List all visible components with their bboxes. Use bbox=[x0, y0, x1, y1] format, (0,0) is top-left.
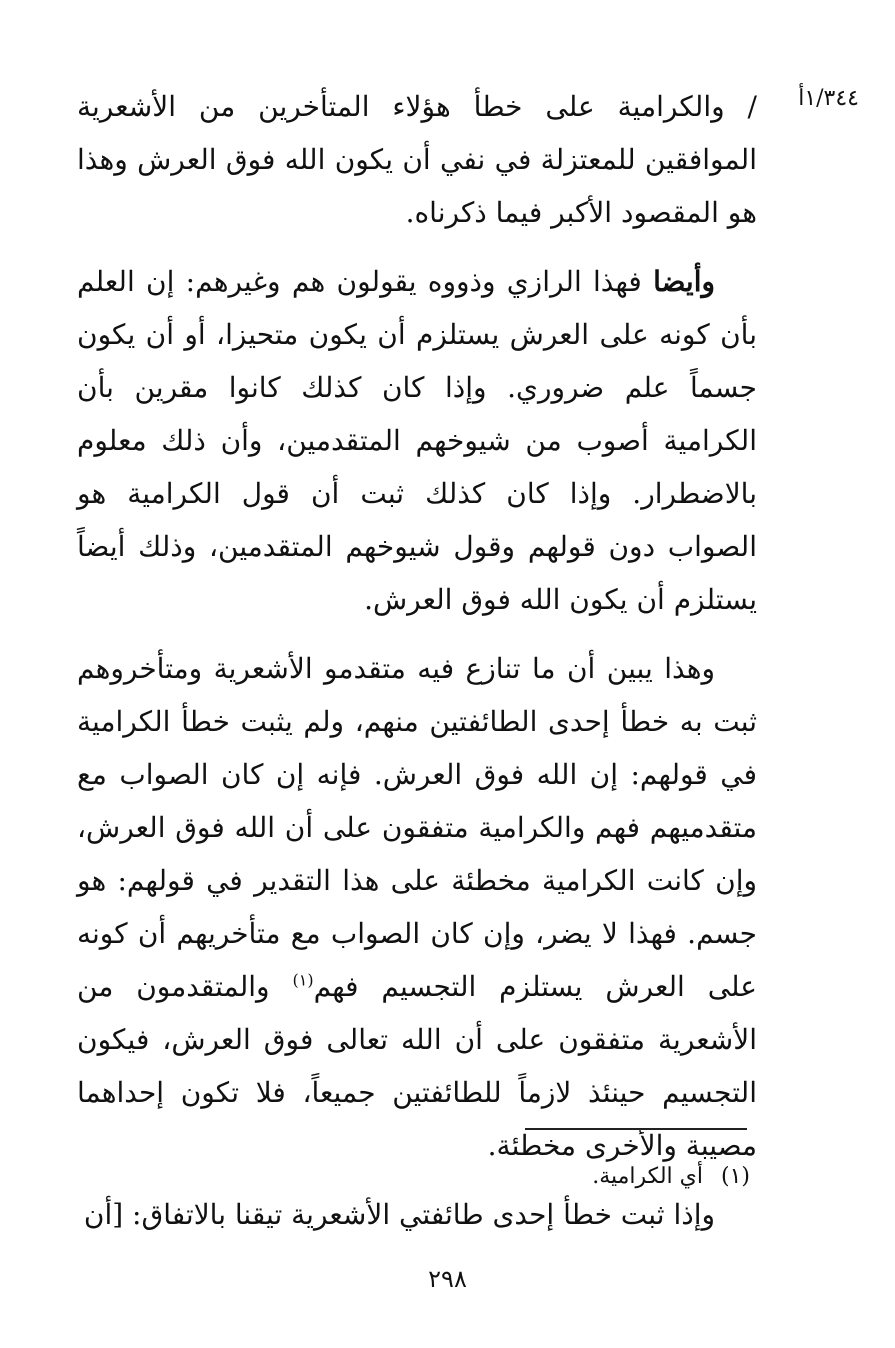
footnote-number: (١) bbox=[720, 1164, 750, 1189]
footnote-separator bbox=[525, 1128, 747, 1130]
footnote-marker[interactable]: (١) bbox=[292, 970, 314, 990]
paragraph-2-lead-word: وأيضا bbox=[653, 265, 715, 298]
paragraph-3-text-before-note: وهذا يبين أن ما تنازع فيه متقدمو الأشعرية ومتأخروهم ثبت به خطأ إحدى الطائفتين منهم، ولم يثبت خطأ الكرامية في قولهم: إن الله فوق العرش. فإنه إن كان الصواب مع متقدميهم فهم والكرامية متفقون على أن الله فوق العرش، وإن كانت الكرامية مخطئة على هذا التقدير في قولهم: هو جسم. فهذا لا يضر، وإن كان الصواب مع متأخريهم أن كونه على العرش يستلزم التجسيم فهم bbox=[77, 652, 758, 1003]
main-text-block bbox=[77, 80, 757, 1257]
paragraph-1 bbox=[77, 80, 757, 239]
paragraph-4-text: وإذا ثبت خطأ إحدى طائفتي الأشعرية تيقنا بالاتفاق: [أن bbox=[83, 1198, 715, 1231]
paragraph-1-text: / والكرامية على خطأ هؤلاء المتأخرين من الأشعرية الموافقين للمعتزلة في نفي أن يكون الله فوق العرش وهذا هو المقصود الأكبر فيما ذكرناه. bbox=[77, 90, 757, 229]
paragraph-2-text: فهذا الرازي وذووه يقولون هم وغيرهم: إن العلم بأن كونه على العرش يستلزم أن يكون متحيزا، أو أن يكون جسماً علم ضروري. وإذا كان كذلك كانوا مقرين بأن الكرامية أصوب من شيوخهم المتقدمين، وأن ذلك معلوم بالاضطرار. وإذا كان كذلك ثبت أن قول الكرامية هو الصواب دون قولهم وقول شيوخهم المتقدمين، وذلك أيضاً يستلزم أن يكون الله فوق العرش. bbox=[77, 265, 757, 616]
page-number: ٢٩٨ bbox=[428, 1265, 467, 1293]
paragraph-4 bbox=[77, 1188, 757, 1241]
manuscript-folio-reference: ١/٣٤٤أ bbox=[798, 86, 859, 111]
paragraph-3 bbox=[77, 642, 757, 1172]
paragraph-3-text-after-note: والمتقدمون من الأشعرية متفقون على أن الله تعالى فوق العرش، فيكون التجسيم حينئذ لازماً للطائفتين جميعاً، فلا تكون إحداهما مصيبة والأخرى مخطئة. bbox=[77, 970, 757, 1162]
paragraph-2 bbox=[77, 255, 757, 626]
footnote bbox=[250, 1162, 750, 1192]
footnote-text: أي الكرامية. bbox=[592, 1164, 703, 1189]
